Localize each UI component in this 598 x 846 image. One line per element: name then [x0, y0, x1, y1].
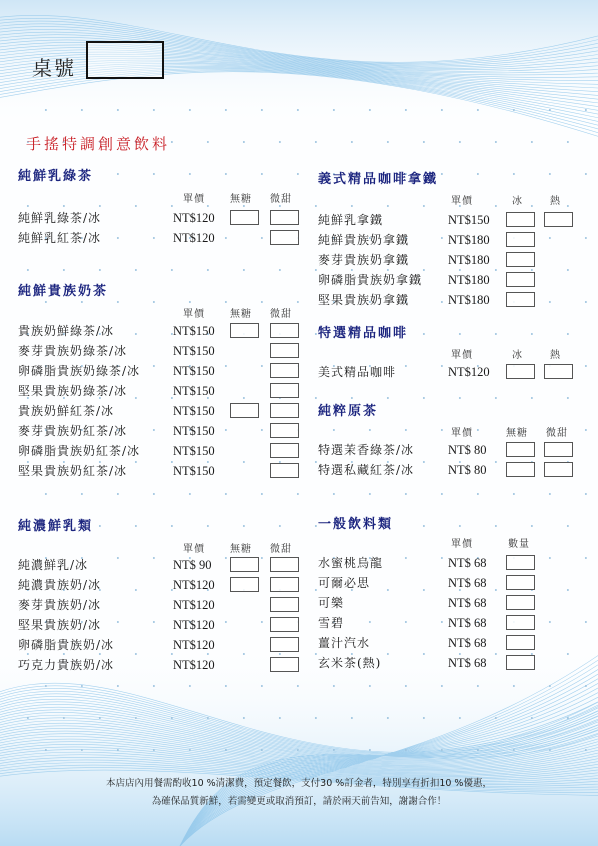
column-header: 微甜: [546, 428, 568, 439]
option-checkbox-1[interactable]: [230, 210, 259, 225]
menu-item-row: [18, 361, 298, 381]
option-checkbox-2[interactable]: [544, 442, 573, 457]
column-header: 微甜: [270, 309, 292, 320]
column-header: 數量: [508, 539, 530, 550]
option-checkbox-2[interactable]: [270, 323, 299, 338]
option-checkbox-1[interactable]: [506, 635, 535, 650]
item-price: NT$ 90: [173, 558, 212, 572]
menu-item-row: [18, 341, 298, 361]
item-name: 堅果貴族奶綠茶/冰: [18, 384, 128, 398]
item-name: 麥芽貴族奶拿鐵: [318, 253, 410, 267]
column-header: 微甜: [270, 194, 292, 205]
option-checkbox-1[interactable]: [506, 212, 535, 227]
item-price: NT$150: [448, 213, 490, 227]
section-title: 一般飲料類: [318, 517, 394, 532]
item-price: NT$120: [448, 365, 490, 379]
menu-item-row: [18, 575, 298, 595]
item-name: 卵磷脂貴族奶綠茶/冰: [18, 364, 141, 378]
option-checkbox-1[interactable]: [506, 615, 535, 630]
option-checkbox-1[interactable]: [506, 252, 535, 267]
column-header: 單價: [451, 428, 473, 439]
option-checkbox-1[interactable]: [506, 272, 535, 287]
option-checkbox-2[interactable]: [270, 577, 299, 592]
item-price: NT$150: [173, 424, 215, 438]
item-name: 堅果貴族奶拿鐵: [318, 293, 410, 307]
item-price: NT$180: [448, 253, 490, 267]
option-checkbox-2[interactable]: [270, 363, 299, 378]
menu-item-row: [18, 555, 298, 575]
item-price: NT$150: [173, 384, 215, 398]
menu-item-row: [18, 208, 298, 228]
item-price: NT$ 80: [448, 463, 487, 477]
menu-item-row: [18, 655, 298, 675]
section-title: 特選精品咖啡: [318, 326, 409, 341]
item-name: 純鮮乳拿鐵: [318, 213, 384, 227]
item-price: NT$120: [173, 211, 215, 225]
menu-item-row: [318, 362, 598, 382]
menu-title: 手搖特調創意飲料: [26, 135, 171, 153]
item-price: NT$120: [173, 638, 215, 652]
section-title: 純濃鮮乳類: [18, 519, 94, 534]
option-checkbox-2[interactable]: [270, 657, 299, 672]
item-name: 純鮮貴族奶拿鐵: [318, 233, 410, 247]
column-header: 單價: [451, 350, 473, 361]
option-checkbox-1[interactable]: [506, 442, 535, 457]
item-name: 卵磷脂貴族奶紅茶/冰: [18, 444, 141, 458]
item-name: 貴族奶鮮紅茶/冰: [18, 404, 115, 418]
menu-item-row: [18, 615, 298, 635]
option-checkbox-1[interactable]: [506, 575, 535, 590]
option-checkbox-1[interactable]: [506, 462, 535, 477]
item-price: NT$ 80: [448, 443, 487, 457]
option-checkbox-2[interactable]: [270, 597, 299, 612]
menu-item-row: [18, 381, 298, 401]
option-checkbox-2[interactable]: [270, 230, 299, 245]
section-title: 純鮮貴族奶茶: [18, 284, 109, 299]
option-checkbox-1[interactable]: [506, 232, 535, 247]
column-header: 冰: [512, 350, 523, 361]
option-checkbox-1[interactable]: [506, 364, 535, 379]
option-checkbox-2[interactable]: [544, 212, 573, 227]
item-name: 純鮮乳紅茶/冰: [18, 231, 102, 245]
option-checkbox-1[interactable]: [506, 655, 535, 670]
menu-item-row: [18, 441, 298, 461]
item-name: 貴族奶鮮綠茶/冰: [18, 324, 115, 338]
option-checkbox-2[interactable]: [270, 463, 299, 478]
column-header: 無糖: [230, 309, 252, 320]
item-name: 純鮮乳綠茶/冰: [18, 211, 102, 225]
column-header: 無糖: [230, 194, 252, 205]
item-name: 堅果貴族奶紅茶/冰: [18, 464, 128, 478]
item-price: NT$150: [173, 444, 215, 458]
column-header: 單價: [183, 309, 205, 320]
option-checkbox-2[interactable]: [544, 364, 573, 379]
column-header: 無糖: [506, 428, 528, 439]
item-name: 美式精品咖啡: [318, 365, 397, 379]
menu-item-row: [318, 440, 598, 460]
option-checkbox-1[interactable]: [230, 557, 259, 572]
item-price: NT$150: [173, 324, 215, 338]
menu-item-row: [318, 460, 598, 480]
footer-note-line-1: 本店店內用餐需酌收10 %清潔費，預定餐飲，支付30 %訂金者，特別享有折扣10 %優惠，: [106, 778, 492, 789]
menu-item-row: [18, 421, 298, 441]
item-name: 純濃貴族奶/冰: [18, 578, 102, 592]
item-name: 麥芽貴族奶紅茶/冰: [18, 424, 128, 438]
option-checkbox-2[interactable]: [270, 557, 299, 572]
option-checkbox-2[interactable]: [270, 443, 299, 458]
menu-item-row: [318, 633, 598, 653]
option-checkbox-2[interactable]: [270, 403, 299, 418]
option-checkbox-2[interactable]: [270, 383, 299, 398]
table-number-box[interactable]: [86, 41, 164, 79]
menu-item-row: [318, 290, 598, 310]
menu-item-row: [318, 593, 598, 613]
column-header: 單價: [451, 539, 473, 550]
item-price: NT$150: [173, 364, 215, 378]
option-checkbox-1[interactable]: [230, 577, 259, 592]
item-name: 可爾必思: [318, 576, 371, 590]
item-name: 可樂: [318, 596, 345, 610]
item-price: NT$ 68: [448, 616, 487, 630]
column-header: 熱: [550, 350, 561, 361]
option-checkbox-1[interactable]: [230, 323, 259, 338]
item-name: 水蜜桃烏龍: [318, 556, 384, 570]
item-price: NT$150: [173, 464, 215, 478]
item-name: 薑汁汽水: [318, 636, 371, 650]
menu-item-row: [18, 635, 298, 655]
item-price: NT$120: [173, 578, 215, 592]
option-checkbox-2[interactable]: [270, 637, 299, 652]
item-name: 雪碧: [318, 616, 345, 630]
item-price: NT$150: [173, 344, 215, 358]
item-name: 卵磷脂貴族奶拿鐵: [318, 273, 423, 287]
column-header: 熱: [550, 196, 561, 207]
footer-note-line-2: 為確保品質新鮮，若需變更或取消預訂，請於兩天前告知，謝謝合作！: [151, 796, 447, 807]
option-checkbox-2[interactable]: [270, 617, 299, 632]
option-checkbox-1[interactable]: [506, 292, 535, 307]
menu-item-row: [318, 210, 598, 230]
item-price: NT$ 68: [448, 556, 487, 570]
menu-item-row: [318, 613, 598, 633]
menu-item-row: [18, 595, 298, 615]
item-price: NT$ 68: [448, 636, 487, 650]
menu-item-row: [18, 228, 298, 248]
item-price: NT$120: [173, 598, 215, 612]
item-price: NT$120: [173, 231, 215, 245]
menu-item-row: [318, 250, 598, 270]
option-checkbox-1[interactable]: [230, 403, 259, 418]
column-header: 無糖: [230, 544, 252, 555]
item-name: 麥芽貴族奶/冰: [18, 598, 102, 612]
option-checkbox-1[interactable]: [506, 595, 535, 610]
menu-item-row: [318, 553, 598, 573]
section-title: 純鮮乳綠茶: [18, 169, 94, 184]
menu-item-row: [318, 270, 598, 290]
item-name: 特選茉香綠茶/冰: [318, 443, 415, 457]
item-price: NT$180: [448, 293, 490, 307]
column-header: 單價: [183, 544, 205, 555]
item-name: 堅果貴族奶/冰: [18, 618, 102, 632]
option-checkbox-2[interactable]: [270, 210, 299, 225]
item-price: NT$ 68: [448, 596, 487, 610]
option-checkbox-2[interactable]: [544, 462, 573, 477]
item-name: 卵磷脂貴族奶/冰: [18, 638, 115, 652]
item-price: NT$120: [173, 658, 215, 672]
menu-item-row: [18, 321, 298, 341]
menu-item-row: [318, 653, 598, 673]
option-checkbox-2[interactable]: [270, 423, 299, 438]
option-checkbox-1[interactable]: [506, 555, 535, 570]
column-header: 單價: [183, 194, 205, 205]
item-name: 純濃鮮乳/冰: [18, 558, 89, 572]
item-name: 玄米茶(熱): [318, 656, 382, 670]
column-header: 冰: [512, 196, 523, 207]
item-name: 特選私藏紅茶/冰: [318, 463, 415, 477]
item-price: NT$120: [173, 618, 215, 632]
item-price: NT$ 68: [448, 656, 487, 670]
option-checkbox-2[interactable]: [270, 343, 299, 358]
menu-item-row: [18, 461, 298, 481]
menu-item-row: [18, 401, 298, 421]
item-name: 巧克力貴族奶/冰: [18, 658, 115, 672]
item-name: 麥芽貴族奶綠茶/冰: [18, 344, 128, 358]
section-title: 純粹原茶: [318, 404, 379, 419]
item-price: NT$180: [448, 233, 490, 247]
item-price: NT$180: [448, 273, 490, 287]
item-price: NT$150: [173, 404, 215, 418]
column-header: 微甜: [270, 544, 292, 555]
item-price: NT$ 68: [448, 576, 487, 590]
section-title: 義式精品咖啡拿鐵: [318, 172, 439, 187]
column-header: 單價: [451, 196, 473, 207]
menu-item-row: [318, 573, 598, 593]
table-number-label: 桌號: [32, 56, 76, 80]
menu-item-row: [318, 230, 598, 250]
